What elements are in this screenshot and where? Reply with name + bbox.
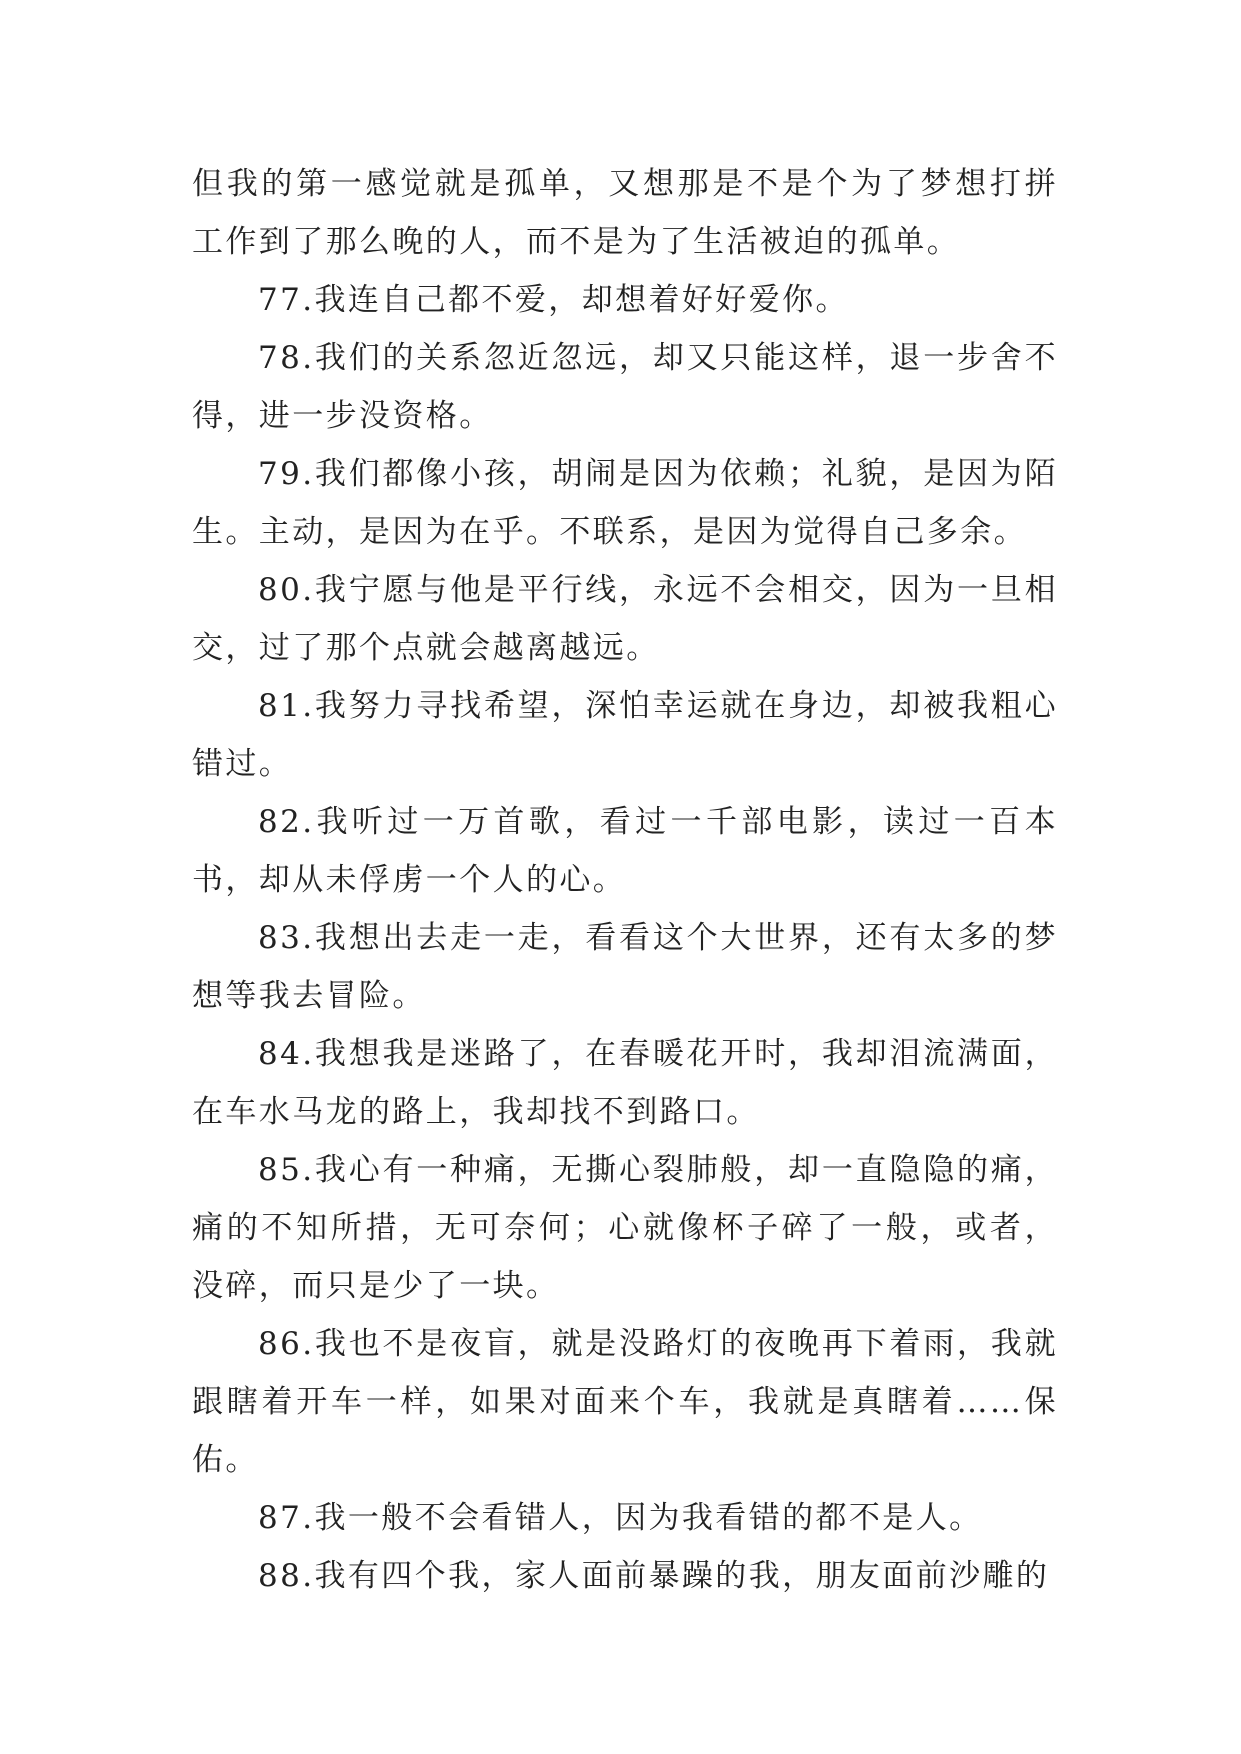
document-body xyxy=(192,155,1058,1605)
paragraph-83: 83.我想出去走一走，看看这个大世界，还有太多的梦想等我去冒险。 xyxy=(192,920,1058,1014)
paragraph-85: 85.我心有一种痛，无撕心裂肺般，却一直隐隐的痛，痛的不知所措，无可奈何；心就像杯子碎了一般，或者，没碎，而只是少了一块。 xyxy=(192,1152,1058,1304)
paragraph-80: 80.我宁愿与他是平行线，永远不会相交，因为一旦相交，过了那个点就会越离越远。 xyxy=(192,572,1058,666)
paragraph-86: 86.我也不是夜盲，就是没路灯的夜晚再下着雨，我就跟瞎着开车一样，如果对面来个车，我就是真瞎着……保佑。 xyxy=(192,1326,1058,1478)
paragraph-78: 78.我们的关系忽近忽远，却又只能这样，退一步舍不得，进一步没资格。 xyxy=(192,340,1058,434)
paragraph-79: 79.我们都像小孩，胡闹是因为依赖；礼貌，是因为陌生。主动，是因为在乎。不联系，是因为觉得自己多余。 xyxy=(192,456,1058,550)
paragraph-81: 81.我努力寻找希望，深怕幸运就在身边，却被我粗心错过。 xyxy=(192,688,1058,782)
paragraph-77: 77.我连自己都不爱，却想着好好爱你。 xyxy=(258,282,849,318)
paragraph-82: 82.我听过一万首歌，看过一千部电影，读过一百本书，却从未俘虏一个人的心。 xyxy=(192,804,1058,898)
paragraph-88: 88.我有四个我，家人面前暴躁的我，朋友面前沙雕的 xyxy=(258,1558,1050,1594)
paragraph-84: 84.我想我是迷路了，在春暖花开时，我却泪流满面，在车水马龙的路上，我却找不到路口。 xyxy=(192,1036,1058,1130)
paragraph-87: 87.我一般不会看错人，因为我看错的都不是人。 xyxy=(258,1500,983,1536)
paragraph-continuation: 但我的第一感觉就是孤单，又想那是不是个为了梦想打拼工作到了那么晚的人，而不是为了生活被迫的孤单。 xyxy=(192,166,1058,260)
